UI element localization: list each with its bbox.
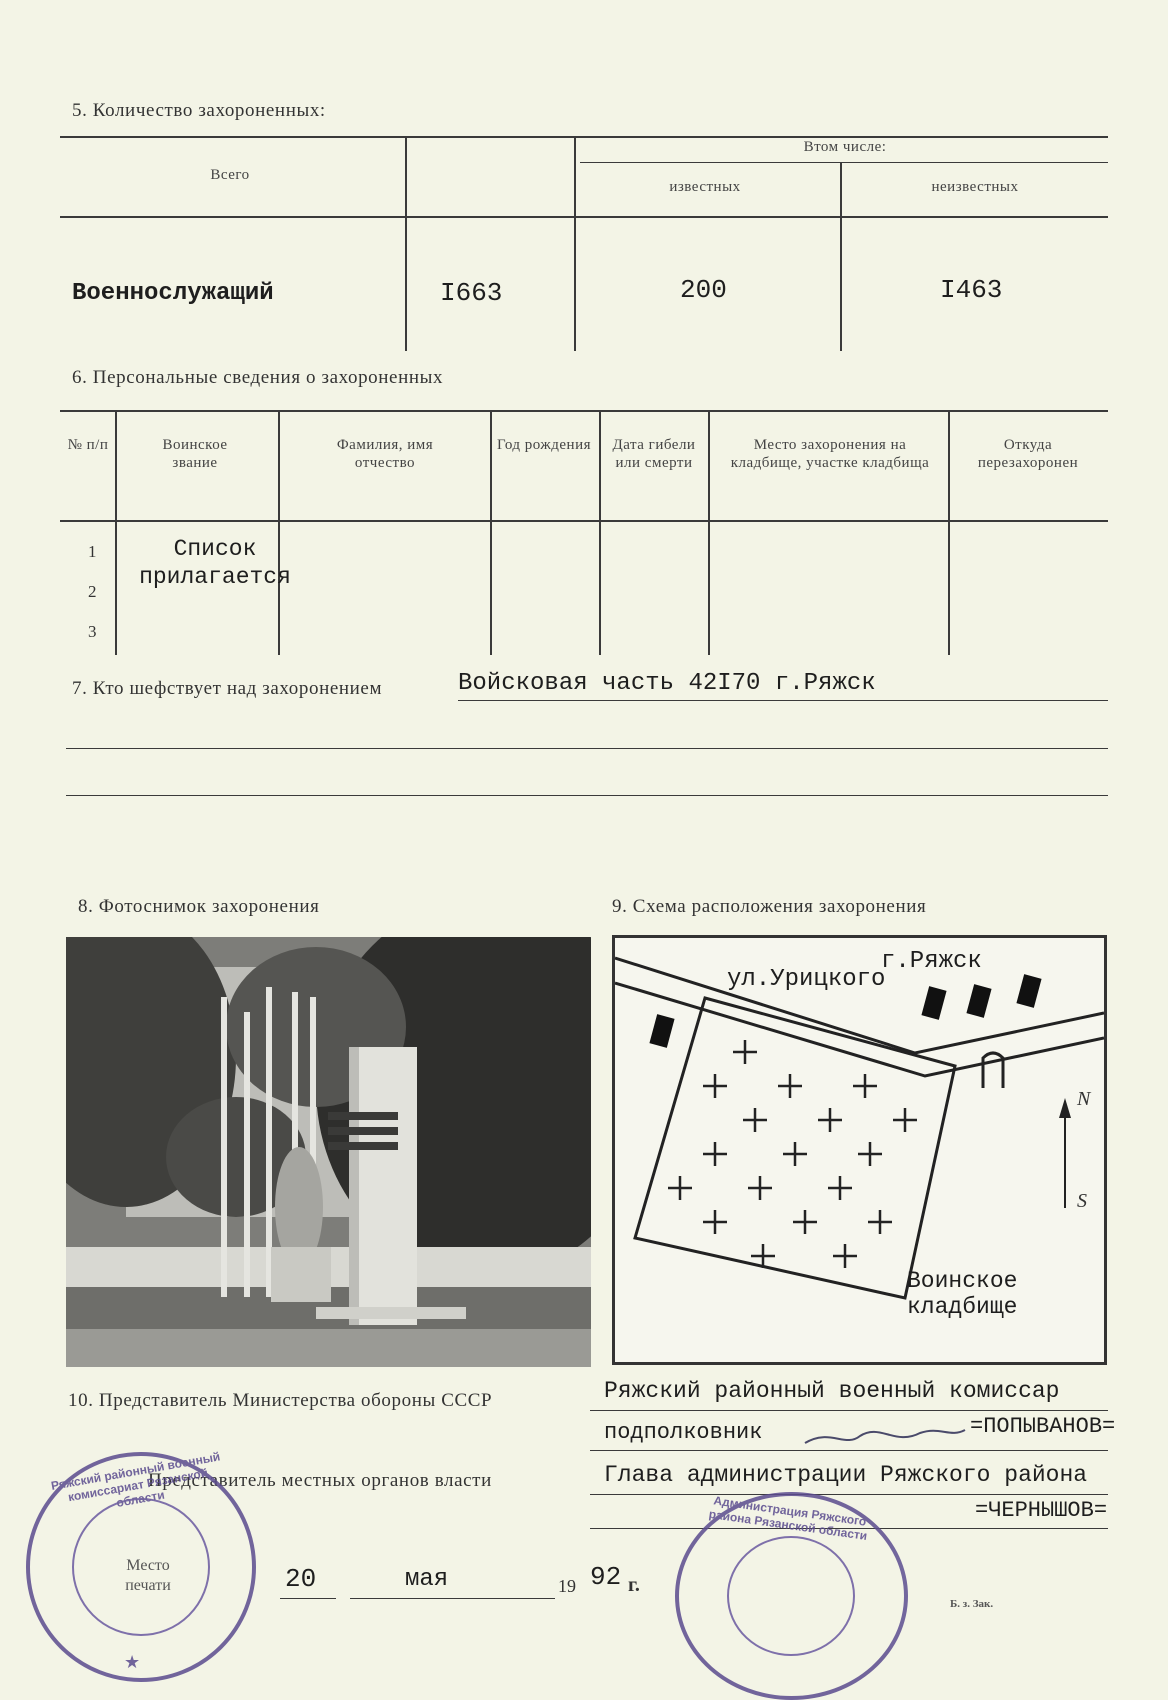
table6-col-divider-2 bbox=[278, 410, 280, 655]
scheme-south-label: S bbox=[1077, 1190, 1087, 1212]
administration-head: Глава администрации Ряжского района bbox=[604, 1462, 1088, 1488]
section10-label: 10. Представитель Министерства обороны СССР bbox=[68, 1390, 493, 1411]
table5-col-divider-2 bbox=[574, 136, 576, 351]
table5-header-incl: Втом числе: bbox=[803, 139, 887, 155]
commissar-signature bbox=[800, 1418, 970, 1454]
section7-underline-2 bbox=[66, 748, 1108, 749]
location-scheme bbox=[612, 935, 1107, 1365]
print-code: Б. з. Зак. bbox=[950, 1598, 994, 1610]
table6-col-divider-1 bbox=[115, 410, 117, 655]
table6-col-origin: Откуда перезахоронен bbox=[977, 437, 1079, 471]
date-month: мая bbox=[405, 1566, 449, 1593]
right-stamp bbox=[675, 1492, 908, 1700]
head-underline bbox=[590, 1494, 1108, 1495]
star-icon: ★ bbox=[124, 1652, 141, 1672]
table6-col-death: Дата гибели или смерти bbox=[612, 437, 696, 471]
section7-label: 7. Кто шефствует над захоронением bbox=[72, 678, 383, 699]
table5-col-divider-3 bbox=[840, 162, 842, 351]
table6-row-number-2: 2 bbox=[88, 582, 97, 601]
section7-underline-3 bbox=[66, 795, 1108, 796]
table5-col-divider-1 bbox=[405, 136, 407, 351]
date-month-underline bbox=[350, 1598, 555, 1599]
date-day-underline bbox=[280, 1598, 336, 1599]
table6-note: Список прилагается bbox=[139, 536, 291, 590]
table5-header-unknown: неизвестных bbox=[931, 179, 1019, 195]
section6-title: 6. Персональные сведения о захороненных bbox=[72, 367, 444, 388]
commissar-name: =ПОПЫВАНОВ= bbox=[970, 1414, 1116, 1439]
scheme-city-label: г.Ряжск bbox=[881, 948, 982, 975]
table5-header-total: Всего bbox=[210, 167, 250, 183]
grave-crosses bbox=[668, 1040, 917, 1268]
table6-row-number-3: 3 bbox=[88, 622, 97, 641]
table6-col-rank: Воинское звание bbox=[162, 437, 228, 471]
table5-header-known: известных bbox=[669, 179, 741, 195]
section9-title: 9. Схема расположения захоронения bbox=[612, 896, 927, 917]
section7-underline-1 bbox=[458, 700, 1108, 701]
commissar-rank: подполковник bbox=[604, 1420, 763, 1445]
rank-underline bbox=[590, 1450, 1108, 1451]
table5-total-value: I663 bbox=[440, 278, 503, 308]
administration-head-name: =ЧЕРНЫШОВ= bbox=[975, 1498, 1108, 1523]
table6-col-divider-3 bbox=[490, 410, 492, 655]
table6-header-border bbox=[60, 520, 1108, 522]
table6-col-name: Фамилия, имя отчество bbox=[336, 437, 434, 471]
section7-value: Войсковая часть 42I70 г.Ряжск bbox=[458, 670, 876, 697]
section8-title: 8. Фотоснимок захоронения bbox=[78, 896, 320, 917]
table6-row-number-1: 1 bbox=[88, 542, 97, 561]
right-stamp-text: Администрация Ряжского района Рязанской области bbox=[707, 1493, 869, 1543]
table6-col-place: Место захоронения на кладбище, участке кладбища bbox=[730, 437, 930, 471]
table6-col-divider-4 bbox=[599, 410, 601, 655]
scheme-cemetery-label: Воинское кладбище bbox=[907, 1268, 1018, 1320]
table5-header-border bbox=[60, 216, 1108, 218]
section5-title: 5. Количество захороненных: bbox=[72, 100, 326, 121]
commissar-underline bbox=[590, 1410, 1108, 1411]
table5-top-border bbox=[60, 136, 1108, 138]
date-year-prefix: 19 bbox=[558, 1576, 576, 1596]
left-stamp-text: Ряжский районный военный комиссариат Рязанской области bbox=[49, 1449, 222, 1510]
commissar-title: Ряжский районный военный комиссар bbox=[604, 1378, 1060, 1404]
table5-incl-divider bbox=[580, 162, 1108, 163]
date-year: 92 bbox=[590, 1562, 622, 1592]
table6-col-number: № п/п bbox=[67, 437, 109, 453]
scheme-north-label: N bbox=[1077, 1088, 1091, 1110]
scheme-street-label: ул.Урицкого bbox=[727, 966, 886, 993]
table6-col-birth: Год рождения bbox=[496, 437, 592, 453]
date-year-suffix: г. bbox=[628, 1574, 640, 1596]
table6-col-divider-5 bbox=[708, 410, 710, 655]
left-stamp bbox=[26, 1449, 256, 1682]
table5-row-label: Военнослужащий bbox=[72, 280, 274, 307]
local-authority-label: Представитель местных органов власти bbox=[148, 1470, 492, 1491]
table5-known-value: 200 bbox=[680, 275, 727, 305]
date-day: 20 bbox=[285, 1564, 317, 1594]
table6-col-divider-6 bbox=[948, 410, 950, 655]
table5-unknown-value: I463 bbox=[940, 275, 1003, 305]
table6-top-border bbox=[60, 410, 1108, 412]
memorial-photo bbox=[66, 937, 591, 1367]
memorial-photo-drawing bbox=[66, 937, 591, 1367]
stamp-place-label: Место печати bbox=[125, 1557, 171, 1594]
